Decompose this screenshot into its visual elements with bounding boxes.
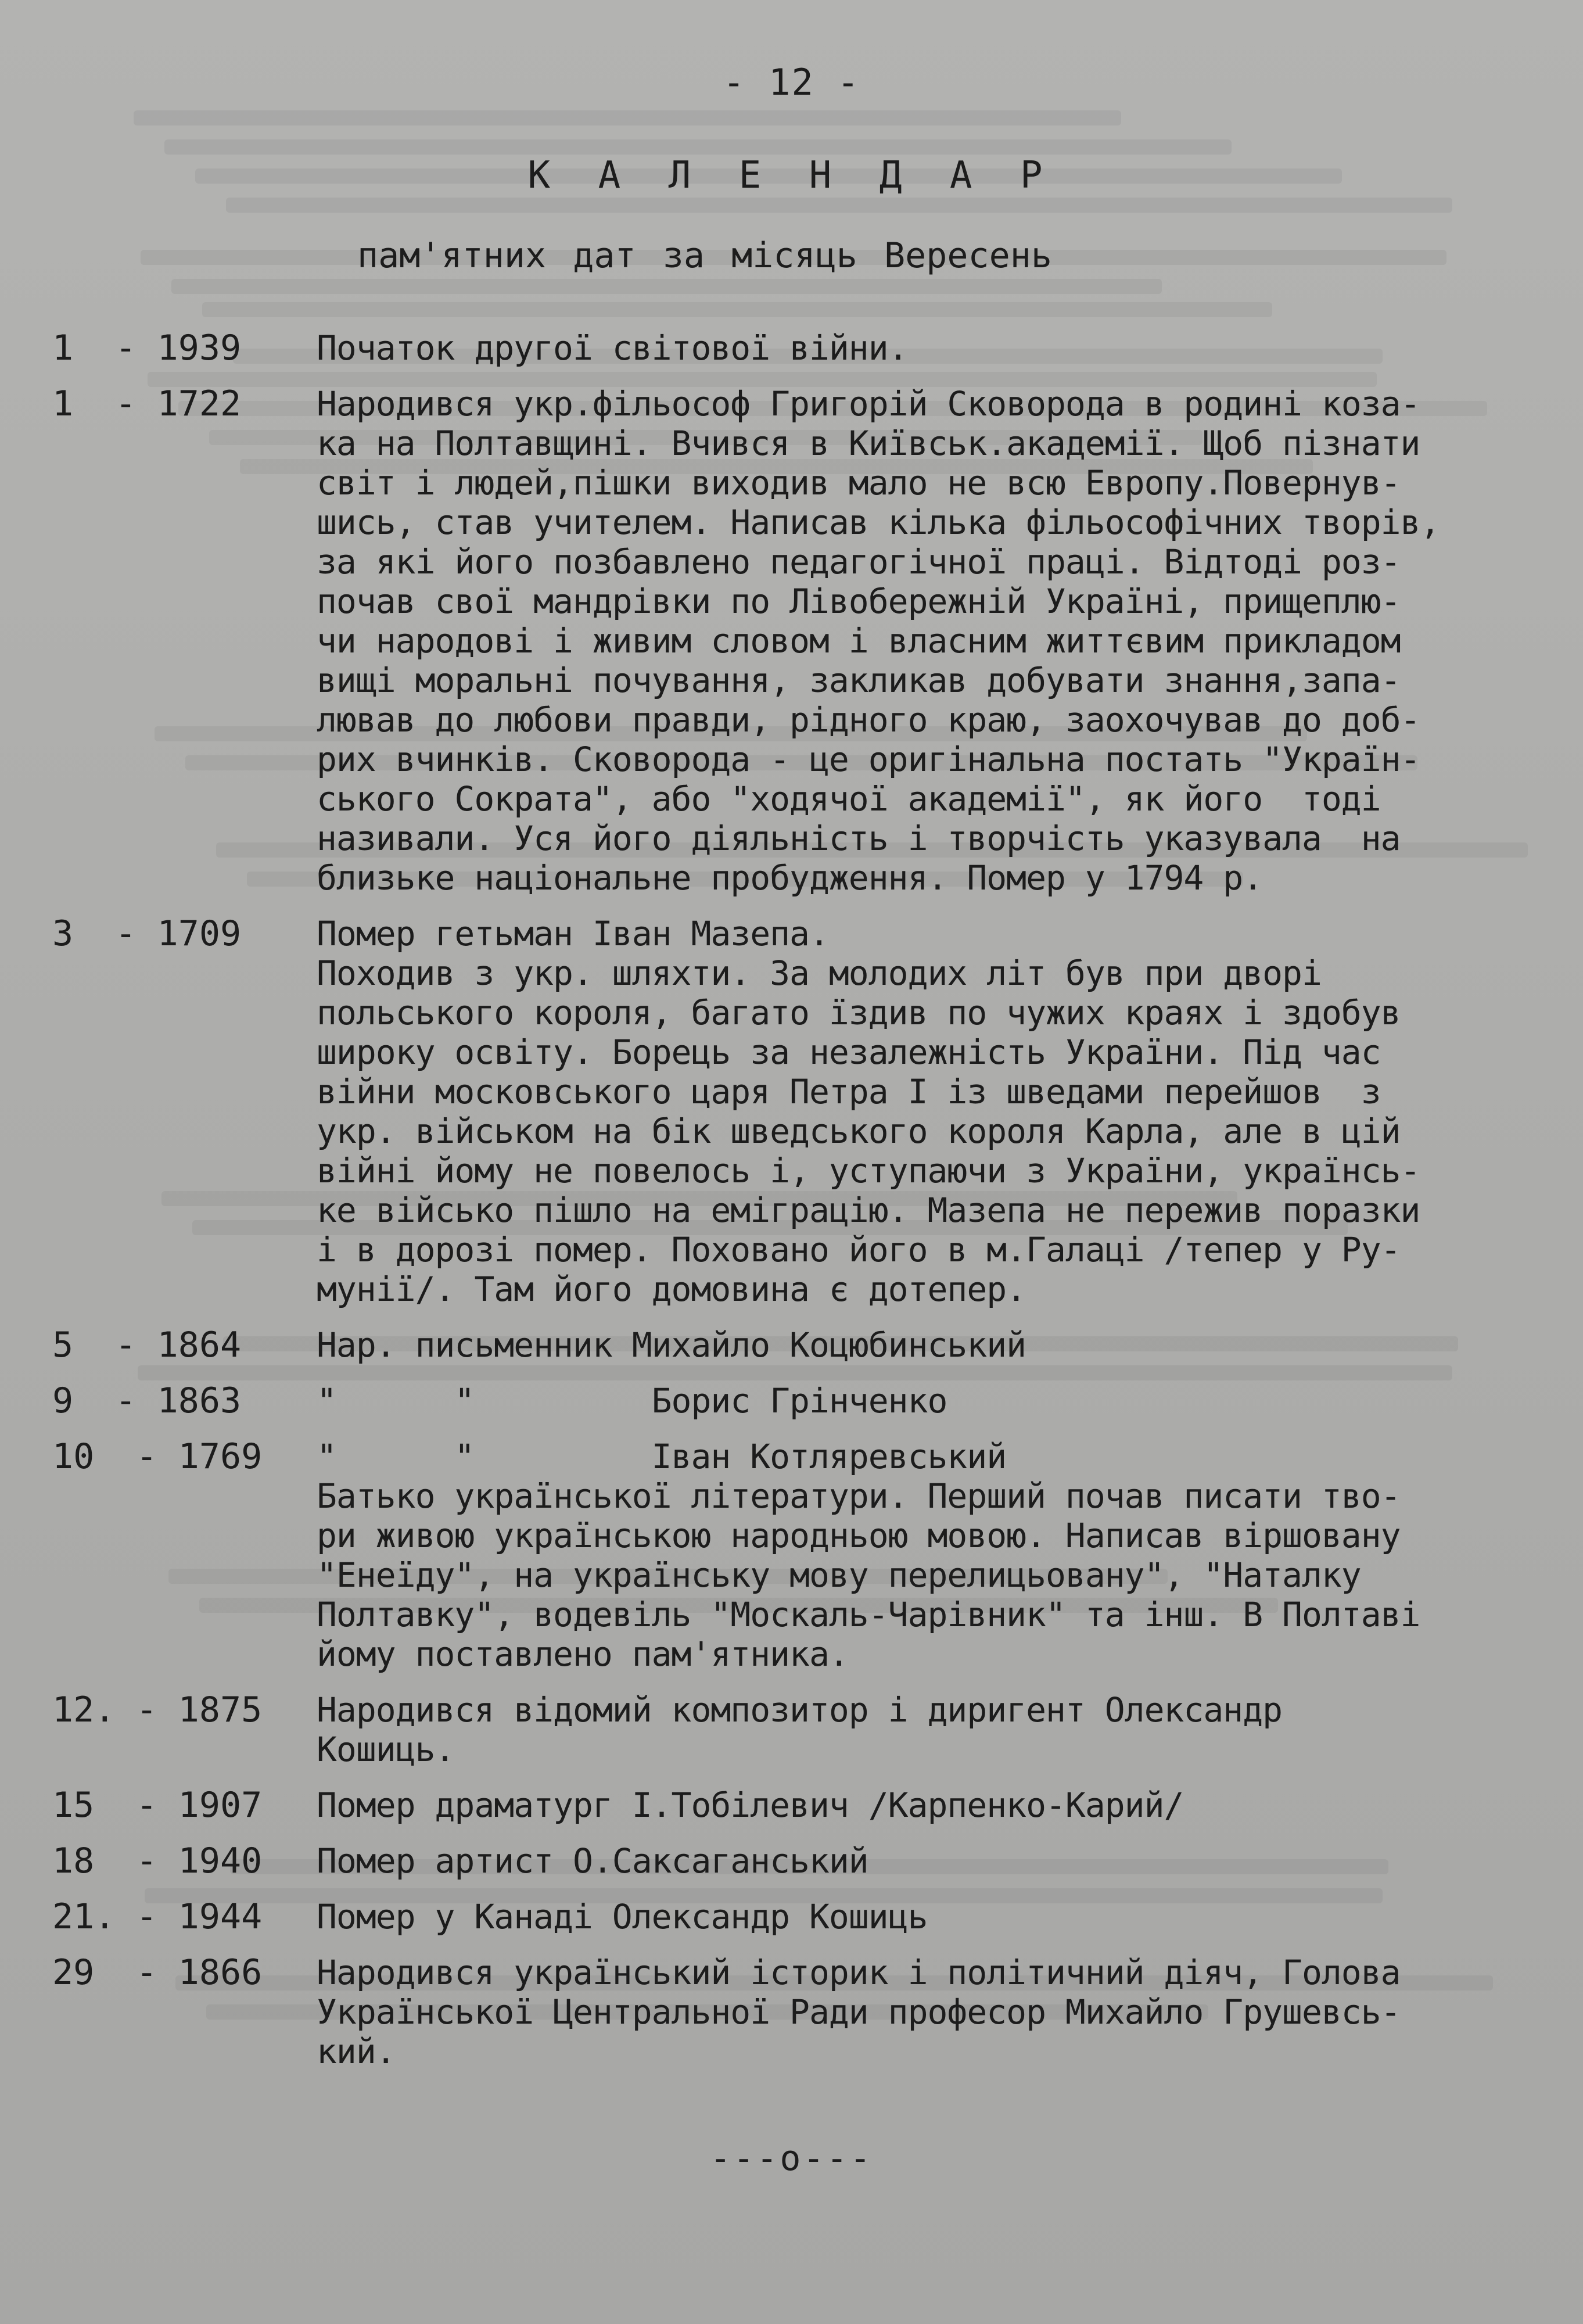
entry-text-line: Полтавку", водевіль "Москаль-Чарівник" та інш. В Полтаві xyxy=(317,1595,1420,1634)
page-number: - 12 - xyxy=(723,61,860,103)
entry-text-line: вищі моральні почування, закликав добувати знання,запа- xyxy=(317,661,1401,700)
entry-text xyxy=(317,384,1539,898)
entry-text-line: мунії/. Там його домовина є дотепер. xyxy=(317,1269,1026,1309)
entry-text-line: Батько української літератури. Перший почав писати тво- xyxy=(317,1476,1401,1516)
entry-text-line: Походив з укр. шляхти. За молодих літ був при дворі xyxy=(317,953,1322,993)
calendar-entry xyxy=(52,1381,1539,1421)
entry-date: 1 - 1939 xyxy=(52,328,242,368)
entry-text-line: і в дорозі помер. Поховано його в м.Галаці /тепер у Ру- xyxy=(317,1230,1401,1269)
entry-text-line: " " Борис Грінченко xyxy=(317,1381,947,1421)
entry-text-line: Помер артист О.Саксаганський xyxy=(317,1841,868,1881)
entry-text-line: йому поставлено пам'ятника. xyxy=(317,1634,849,1674)
end-mark: ---о--- xyxy=(710,2138,873,2179)
entry-text-line: називали. Уся його діяльність і творчість указувала на xyxy=(317,819,1401,858)
entry-text xyxy=(317,1690,1539,1769)
entry-date: 18 - 1940 xyxy=(52,1841,263,1881)
entry-date: 12. - 1875 xyxy=(52,1690,263,1730)
entry-text xyxy=(317,1437,1539,1674)
entry-text-line: ри живою українською народньою мовою. Написав віршовану xyxy=(317,1516,1401,1555)
calendar-entries xyxy=(52,328,1539,2088)
entry-text xyxy=(317,328,1539,368)
entry-text xyxy=(317,1953,1539,2071)
page-title: К А Л Е Н Д А Р xyxy=(527,154,1056,197)
entry-text-line: Кошиць. xyxy=(317,1730,455,1769)
calendar-entry xyxy=(52,1437,1539,1674)
calendar-entry xyxy=(52,384,1539,898)
entry-text-line: Нар. письменник Михайло Коцюбинський xyxy=(317,1325,1026,1365)
entry-text-line: Народився відомий композитор і диригент Олександр xyxy=(317,1690,1283,1730)
entry-date: 9 - 1863 xyxy=(52,1380,242,1421)
bleed-through-line xyxy=(134,110,1121,125)
bleed-through-line xyxy=(226,198,1452,213)
calendar-entry xyxy=(52,1690,1539,1769)
entry-date: 21. - 1944 xyxy=(52,1896,263,1937)
calendar-entry xyxy=(52,1785,1539,1825)
calendar-entry xyxy=(52,1953,1539,2071)
entry-text-line: Української Центральної Ради професор Михайло Грушевсь- xyxy=(317,1992,1401,2032)
entry-text xyxy=(317,1841,1539,1881)
entry-text-line: війні йому не повелось і, уступаючи з України, українсь- xyxy=(317,1151,1420,1190)
entry-text-line: близьке національне пробудження. Помер у 1794 р. xyxy=(317,858,1263,898)
entry-text-line: війни московського царя Петра І із шведами перейшов з xyxy=(317,1072,1381,1111)
entry-text-line: укр. військом на бік шведського короля Карла, але в цій xyxy=(317,1111,1401,1151)
entry-text-line: Помер у Канаді Олександр Кошиць xyxy=(317,1897,928,1936)
bleed-through-line xyxy=(164,139,1232,155)
entry-text-line: чи народові і живим словом і власним життєвим прикладом xyxy=(317,621,1401,661)
entry-text-line: почав свої мандрівки по Лівобережній Україні, прищеплю- xyxy=(317,582,1401,621)
bleed-through-line xyxy=(171,279,1162,294)
entry-text-line: Народився український історик і політичний діяч, Голова xyxy=(317,1953,1401,1992)
entry-date: 1 - 1722 xyxy=(52,383,242,424)
calendar-entry xyxy=(52,1841,1539,1881)
entry-text-line: ського Сократа", або "ходячої академії", як його тоді xyxy=(317,779,1381,819)
entry-text-line: польського короля, багато їздив по чужих краях і здобув xyxy=(317,993,1401,1032)
calendar-entry xyxy=(52,1897,1539,1936)
entry-text xyxy=(317,1897,1539,1936)
entry-date: 15 - 1907 xyxy=(52,1785,263,1826)
bleed-through-line xyxy=(202,302,1272,317)
entry-text-line: за які його позбавлено педагогічної праці. Відтоді роз- xyxy=(317,542,1401,582)
entry-date: 29 - 1866 xyxy=(52,1952,263,1993)
entry-text-line: Помер гетьман Іван Мазепа. xyxy=(317,914,829,953)
entry-text-line: Помер драматург І.Тобілевич /Карпенко-Карий/ xyxy=(317,1785,1184,1825)
entry-text-line: широку освіту. Борець за незалежність України. Під час xyxy=(317,1032,1381,1072)
page-subtitle: пам'ятних дат за місяць Вересень xyxy=(357,235,1052,276)
calendar-entry xyxy=(52,914,1539,1309)
entry-date: 10 - 1769 xyxy=(52,1436,263,1477)
entry-text-line: шись, став учителем. Написав кілька фільософічних творів, xyxy=(317,503,1440,542)
calendar-entry xyxy=(52,1325,1539,1365)
entry-text-line: ка на Полтавщині. Вчився в Київськ.академії. Щоб пізнати xyxy=(317,424,1420,463)
entry-text-line: "Енеїду", на українську мову перелицьовану", "Наталку xyxy=(317,1555,1361,1595)
entry-text xyxy=(317,1381,1539,1421)
entry-text-line: Народився укр.фільософ Григорій Сковорода в родині коза- xyxy=(317,384,1420,424)
entry-text xyxy=(317,914,1539,1309)
entry-date: 5 - 1864 xyxy=(52,1325,242,1365)
entry-text-line: лював до любови правди, рідного краю, заохочував до доб- xyxy=(317,700,1420,740)
entry-text xyxy=(317,1785,1539,1825)
entry-text-line: " " Іван Котляревський xyxy=(317,1437,1007,1476)
entry-text-line: Початок другої світової війни. xyxy=(317,328,908,368)
entry-text-line: світ і людей,пішки виходив мало не всю Европу.Повернув- xyxy=(317,463,1401,503)
entry-text-line: рих вчинків. Сковорода - це оригінальна постать "Україн- xyxy=(317,740,1420,779)
entry-text-line: кий. xyxy=(317,2032,396,2071)
entry-date: 3 - 1709 xyxy=(52,913,242,954)
entry-text-line: ке військо пішло на еміграцію. Мазепа не пережив поразки xyxy=(317,1190,1420,1230)
calendar-entry xyxy=(52,328,1539,368)
entry-text xyxy=(317,1325,1539,1365)
